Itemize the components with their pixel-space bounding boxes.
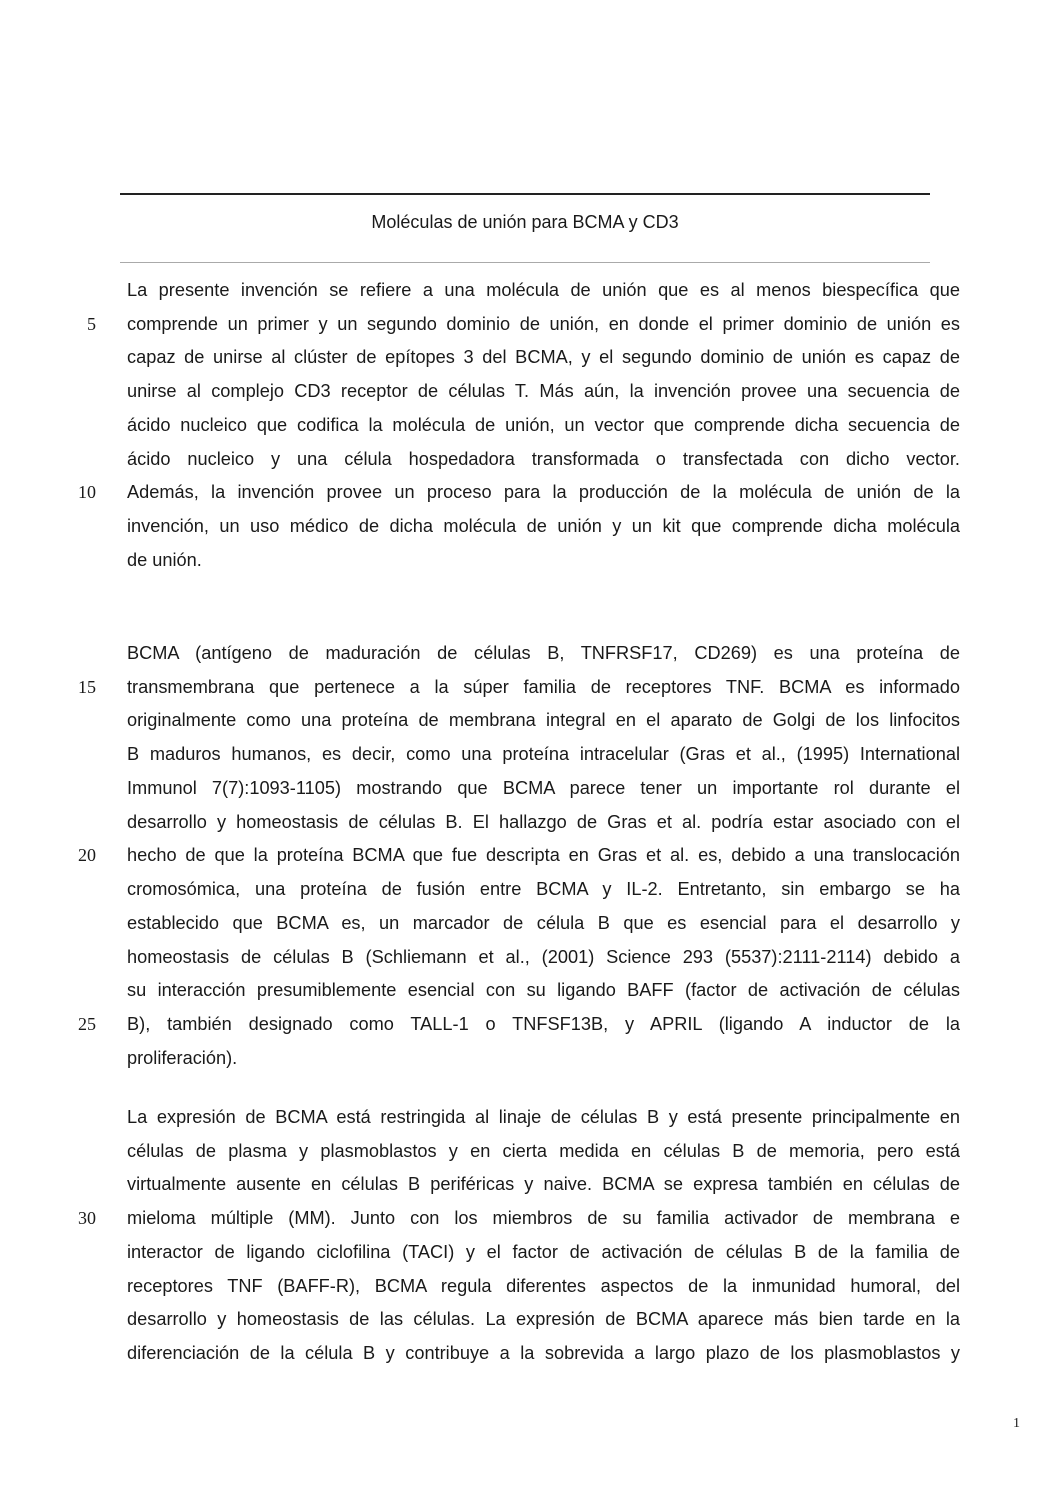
paragraph-2-line: originalmente como una proteína de membrana integral en el aparato de Golgi de los linfocitos — [127, 710, 960, 730]
paragraph-2-line: cromosómica, una proteína de fusión entre BCMA y IL-2. Entretanto, sin embargo se ha — [127, 879, 960, 899]
paragraph-3-line: mieloma múltiple (MM). Junto con los miembros de su familia activador de membrana e — [127, 1208, 960, 1228]
line-number: 25 — [78, 1014, 96, 1034]
paragraph-1-line: La presente invención se refiere a una molécula de unión que es al menos biespecífica que — [127, 280, 960, 300]
paragraph-2-line: homeostasis de células B (Schliemann et al., (2001) Science 293 (5537):2111-2114) debido a — [127, 947, 960, 967]
document-title: Moléculas de unión para BCMA y CD3 — [371, 212, 679, 232]
line-number: 30 — [78, 1208, 96, 1228]
line-number: 20 — [78, 845, 96, 865]
title-top-rule — [120, 193, 930, 195]
paragraph-1-line: capaz de unirse al clúster de epítopes 3 del BCMA, y el segundo dominio de unión es capaz de — [127, 347, 960, 367]
paragraph-3-line: diferenciación de la célula B y contribuye a la sobrevida a largo plazo de los plasmoblastos y — [127, 1343, 960, 1363]
paragraph-2-line: hecho de que la proteína BCMA que fue descripta en Gras et al. es, debido a una translocación — [127, 845, 960, 865]
paragraph-2-line: establecido que BCMA es, un marcador de célula B que es esencial para el desarrollo y — [127, 913, 960, 933]
paragraph-2-line: B), también designado como TALL-1 o TNFSF13B, y APRIL (ligando A inductor de la — [127, 1014, 960, 1034]
paragraph-1-line: ácido nucleico y una célula hospedadora transformada o transfectada con dicho vector. — [127, 449, 960, 469]
paragraph-1-line: unirse al complejo CD3 receptor de células T. Más aún, la invención provee una secuencia de — [127, 381, 960, 401]
paragraph-3-line: receptores TNF (BAFF-R), BCMA regula diferentes aspectos de la inmunidad humoral, del — [127, 1276, 960, 1296]
paragraph-2-line: B maduros humanos, es decir, como una proteína intracelular (Gras et al., (1995) International — [127, 744, 960, 764]
paragraph-1-line: invención, un uso médico de dicha molécula de unión y un kit que comprende dicha molécula — [127, 516, 960, 536]
paragraph-3-line: La expresión de BCMA está restringida al linaje de células B y está presente principalmente en — [127, 1107, 960, 1127]
paragraph-2-line: Immunol 7(7):1093-1105) mostrando que BCMA parece tener un importante rol durante el — [127, 778, 960, 798]
paragraph-2-line: proliferación). — [127, 1048, 238, 1068]
line-number: 5 — [87, 314, 96, 334]
paragraph-1-line: comprende un primer y un segundo dominio de unión, en donde el primer dominio de unión es — [127, 314, 960, 334]
paragraph-3-line: células de plasma y plasmoblastos y en cierta medida en células B de memoria, pero está — [127, 1141, 960, 1161]
paragraph-3-line: virtualmente ausente en células B periféricas y naive. BCMA se expresa también en células de — [127, 1174, 960, 1194]
page-number: 1 — [1013, 1416, 1020, 1431]
line-number: 15 — [78, 677, 96, 697]
paragraph-1-line: de unión. — [127, 550, 202, 570]
title-bottom-rule — [120, 262, 930, 263]
paragraph-1-line: Además, la invención provee un proceso para la producción de la molécula de unión de la — [127, 482, 960, 502]
paragraph-1-line: ácido nucleico que codifica la molécula de unión, un vector que comprende dicha secuencia de — [127, 415, 960, 435]
paragraph-3-line: interactor de ligando ciclofilina (TACI) y el factor de activación de células B de la familia de — [127, 1242, 960, 1262]
line-number: 10 — [78, 482, 96, 502]
paragraph-2-line: transmembrana que pertenece a la súper familia de receptores TNF. BCMA es informado — [127, 677, 960, 697]
paragraph-2-line: BCMA (antígeno de maduración de células B, TNFRSF17, CD269) es una proteína de — [127, 643, 960, 663]
paragraph-2-line: su interacción presumiblemente esencial con su ligando BAFF (factor de activación de células — [127, 980, 960, 1000]
paragraph-2-line: desarrollo y homeostasis de células B. El hallazgo de Gras et al. podría estar asociado con el — [127, 812, 960, 832]
paragraph-3-line: desarrollo y homeostasis de las células. La expresión de BCMA aparece más bien tarde en la — [127, 1309, 960, 1329]
